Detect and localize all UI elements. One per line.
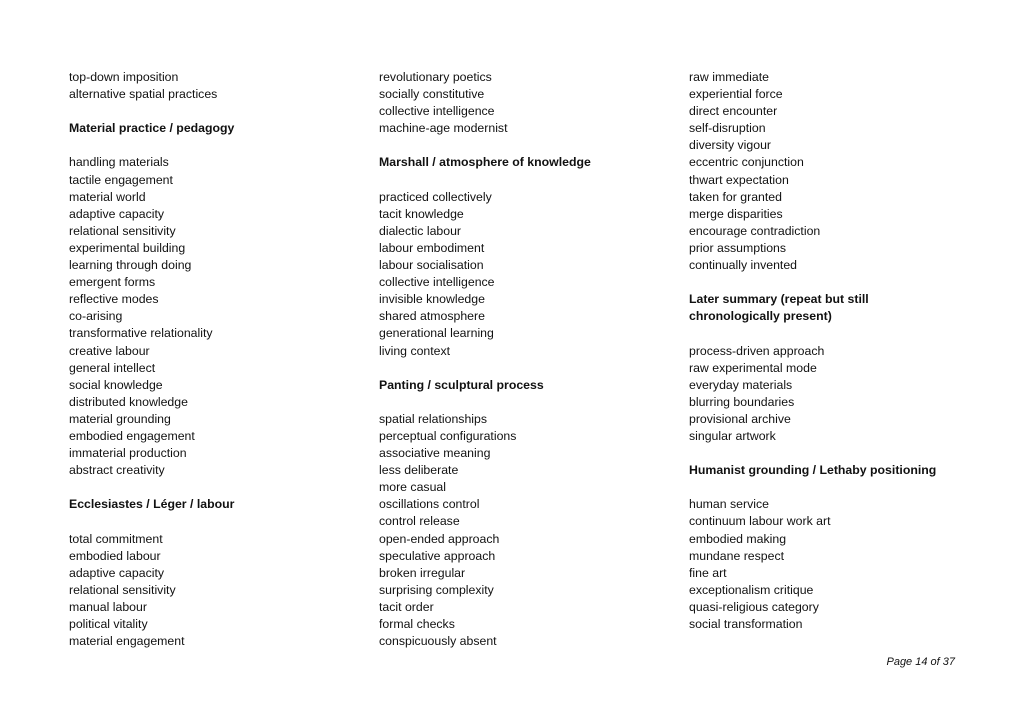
list-item: social transformation	[689, 617, 803, 631]
list-item: generational learning	[379, 326, 494, 341]
list-item: thwart expectation	[689, 172, 789, 187]
list-item: oscillations control	[379, 497, 480, 512]
list-item: labour embodiment	[379, 240, 485, 255]
list-item: speculative approach	[379, 548, 496, 563]
spacer	[69, 103, 359, 120]
list-item: top-down imposition	[69, 70, 179, 84]
section-heading: Later summary (repeat but still	[689, 292, 869, 307]
list-item: provisional archive	[689, 411, 791, 426]
list-item: self-disruption	[689, 121, 766, 136]
list-item: control release	[379, 514, 460, 529]
list-item: everyday materials	[689, 377, 793, 392]
spacer	[69, 137, 359, 154]
list-item: open-ended approach	[379, 531, 500, 546]
list-item: surprising complexity	[379, 582, 494, 597]
list-item: manual labour	[69, 599, 147, 614]
list-item: learning through doing	[69, 258, 192, 273]
list-item: mundane respect	[689, 548, 785, 563]
spacer	[689, 479, 979, 496]
section-heading: Marshall / atmosphere of knowledge	[379, 155, 591, 170]
list-item: adaptive capacity	[69, 565, 165, 580]
list-item: associative meaning	[379, 446, 491, 461]
spacer	[379, 394, 669, 411]
list-item: political vitality	[69, 617, 148, 631]
list-item: continuum labour work art	[689, 514, 831, 529]
section-heading: Panting / sculptural process	[379, 377, 544, 392]
list-item: embodied engagement	[69, 428, 195, 443]
list-item: continually invented	[689, 258, 798, 273]
list-item: tactile engagement	[69, 172, 173, 187]
list-item: merge disparities	[689, 206, 783, 221]
list-item: machine-age modernist	[379, 121, 508, 136]
list-item: co-arising	[69, 309, 123, 324]
text-column-3	[689, 69, 979, 633]
section-heading: Ecclesiastes / Léger / labour	[69, 497, 235, 512]
spacer	[689, 445, 979, 462]
spacer	[69, 479, 359, 496]
list-item: relational sensitivity	[69, 223, 176, 238]
list-item: practiced collectively	[379, 189, 492, 204]
list-item: labour socialisation	[379, 258, 484, 273]
list-item: less deliberate	[379, 463, 459, 478]
list-item: encourage contradiction	[689, 223, 821, 238]
list-item: embodied labour	[69, 548, 161, 563]
list-item: perceptual configurations	[379, 428, 517, 443]
list-item: formal checks	[379, 617, 455, 631]
text-column-2	[379, 69, 669, 650]
list-item: handling materials	[69, 155, 169, 170]
list-item: taken for granted	[689, 189, 782, 204]
list-item: human service	[689, 497, 769, 512]
list-item: material world	[69, 189, 146, 204]
list-item: experiential force	[689, 87, 783, 102]
list-item: tacit order	[379, 599, 434, 614]
list-item: raw experimental mode	[689, 360, 817, 375]
list-item: prior assumptions	[689, 240, 787, 255]
text-column-1	[69, 69, 359, 650]
list-item: collective intelligence	[379, 104, 495, 119]
spacer	[689, 325, 979, 342]
list-item: eccentric conjunction	[689, 155, 804, 170]
list-item: adaptive capacity	[69, 206, 165, 221]
list-item: dialectic labour	[379, 223, 462, 238]
list-item: immaterial production	[69, 446, 187, 461]
spacer	[689, 274, 979, 291]
list-item: general intellect	[69, 360, 156, 375]
list-item: diversity vigour	[689, 138, 772, 153]
section-heading: chronologically present)	[689, 309, 832, 324]
list-item: raw immediate	[689, 70, 769, 84]
section-heading: Material practice / pedagogy	[69, 121, 235, 136]
list-item: alternative spatial practices	[69, 87, 218, 102]
page-number: Page 14 of 37	[886, 656, 955, 668]
list-item: living context	[379, 343, 451, 358]
list-item: relational sensitivity	[69, 582, 176, 597]
list-item: fine art	[689, 565, 727, 580]
list-item: blurring boundaries	[689, 394, 795, 409]
list-item: exceptionalism critique	[689, 582, 814, 597]
spacer	[379, 137, 669, 154]
list-item: emergent forms	[69, 275, 156, 290]
spacer	[379, 172, 669, 189]
list-item: embodied making	[689, 531, 787, 546]
list-item: direct encounter	[689, 104, 778, 119]
list-item: quasi-religious category	[689, 599, 819, 614]
list-item: creative labour	[69, 343, 150, 358]
list-item: process-driven approach	[689, 343, 825, 358]
spacer	[379, 360, 669, 377]
list-item: tacit knowledge	[379, 206, 464, 221]
list-item: more casual	[379, 480, 446, 495]
list-item: collective intelligence	[379, 275, 495, 290]
list-item: spatial relationships	[379, 411, 488, 426]
list-item: material engagement	[69, 634, 185, 649]
section-heading: Humanist grounding / Lethaby positioning	[689, 463, 937, 478]
list-item: socially constitutive	[379, 87, 485, 102]
list-item: invisible knowledge	[379, 292, 485, 307]
list-item: abstract creativity	[69, 463, 165, 478]
list-item: transformative relationality	[69, 326, 213, 341]
list-item: distributed knowledge	[69, 394, 188, 409]
spacer	[69, 513, 359, 530]
list-item: singular artwork	[689, 428, 776, 443]
list-item: social knowledge	[69, 377, 163, 392]
list-item: material grounding	[69, 411, 171, 426]
list-item: experimental building	[69, 240, 186, 255]
list-item: revolutionary poetics	[379, 70, 492, 84]
list-item: total commitment	[69, 531, 163, 546]
list-item: broken irregular	[379, 565, 466, 580]
list-item: conspicuously absent	[379, 634, 497, 649]
list-item: shared atmosphere	[379, 309, 485, 324]
list-item: reflective modes	[69, 292, 159, 307]
